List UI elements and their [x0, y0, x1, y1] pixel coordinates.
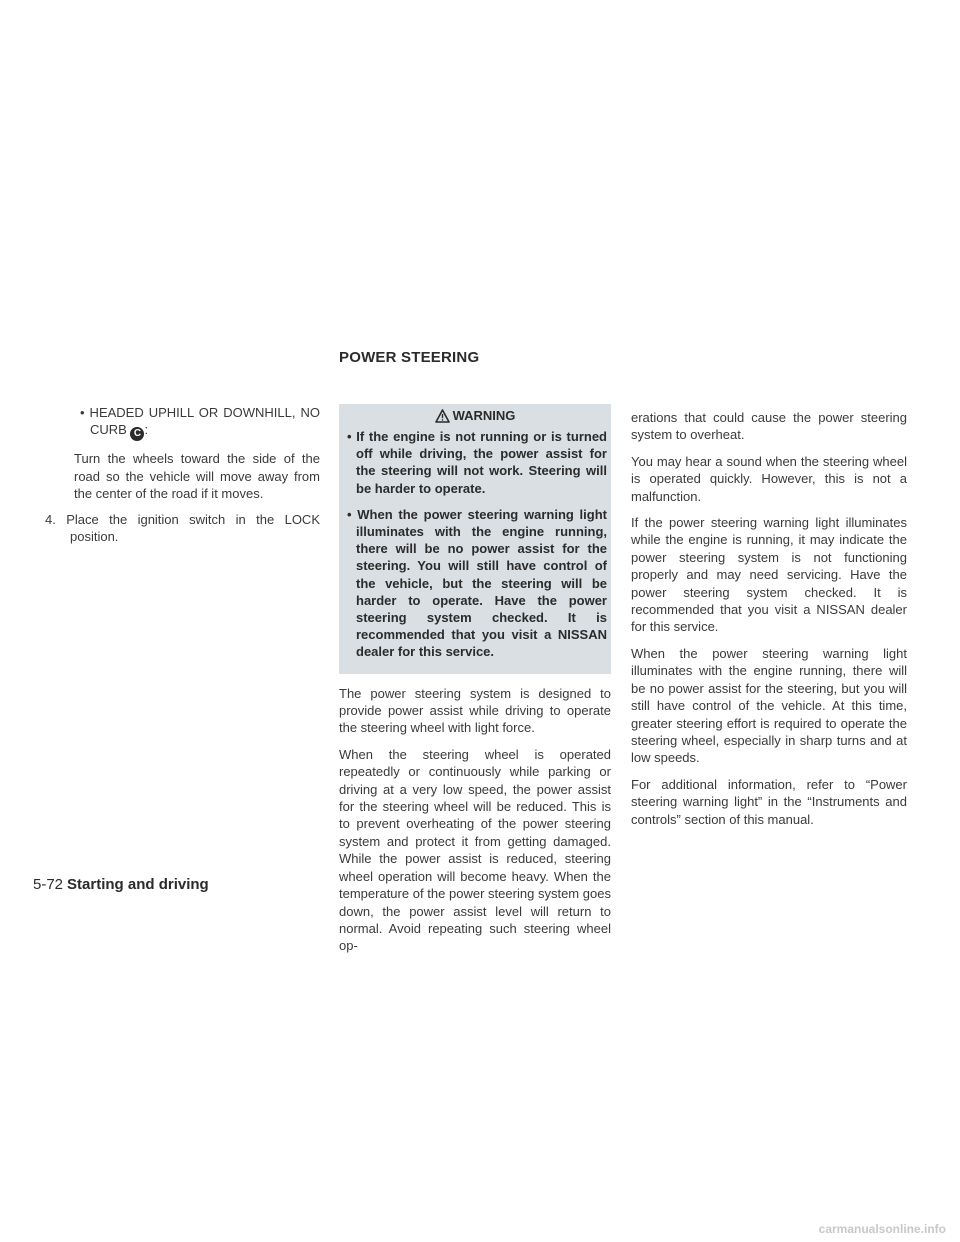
paragraph: You may hear a sound when the steering wheel is operated quickly. However, this is not a malfunction.	[631, 453, 907, 504]
watermark: carmanualsonline.info	[818, 1222, 946, 1236]
paragraph: The power steering system is designed to provide power assist while driving to operate the steering wheel with light force.	[339, 685, 611, 736]
circle-c-icon: C	[130, 427, 144, 441]
section-title: POWER STEERING	[339, 349, 480, 366]
warning-title: WARNING	[452, 408, 516, 424]
warning-item: • When the power steering warning light illuminates with the engine running, there will be no power assist for the steering. You will still have control of the vehicle, but the steering will be harder to operate. Have the power steering system checked. It is recommended that you visit a NISSAN dealer for this service.	[347, 506, 607, 660]
turn-wheels-paragraph: Turn the wheels toward the side of the road so the vehicle will move away from the center of the road if it moves.	[74, 451, 320, 502]
bullet-suffix: :	[144, 422, 149, 438]
paragraph: When the steering wheel is operated repeatedly or continuously while parking or driving at a very low speed, the power assist for the steering wheel will be reduced. This is to prevent overheating of the power steering system and protect it from getting damaged. While the power assist is reduced, steering wheel operation will become heavy. When the temperature of the power steering system goes down, the power assist level will return to normal. Avoid repeating such steering wheel op-	[339, 746, 611, 954]
paragraph: For additional information, refer to “Power steering warning light” in the “Instruments and controls” section of this manual.	[631, 776, 907, 827]
page-footer	[33, 876, 209, 893]
paragraph: erations that could cause the power steering system to overheat.	[631, 410, 907, 443]
column-middle	[339, 404, 611, 964]
warning-header	[343, 404, 607, 428]
chapter-title: Starting and driving	[67, 876, 209, 893]
warning-item: • If the engine is not running or is turned off while driving, the power assist for the steering will not work. Steering will be harder to operate.	[347, 429, 607, 496]
page-number: 5-72	[33, 876, 64, 893]
column-right	[631, 409, 907, 837]
column-left	[33, 404, 320, 554]
step-4: 4. Place the ignition switch in the LOCK position.	[45, 511, 320, 545]
warning-triangle-icon	[435, 409, 450, 423]
bullet-headed-uphill	[33, 404, 320, 441]
paragraph: If the power steering warning light illuminates while the engine is running, it may indicate the power steering system is not functioning properly and may need servicing. Have the power steering system checked. It is recommended that you visit a NISSAN dealer for this service.	[631, 515, 907, 635]
bullet-text: • HEADED UPHILL OR DOWNHILL, NO CURB	[80, 405, 320, 438]
paragraph: When the power steering warning light illuminates with the engine running, there will be no power assist for the steering, but you will still have control of the vehicle. At this time, greater steering effort is required to operate the steering wheel, especially in sharp turns and at low speeds.	[631, 645, 907, 766]
warning-box	[339, 404, 611, 674]
